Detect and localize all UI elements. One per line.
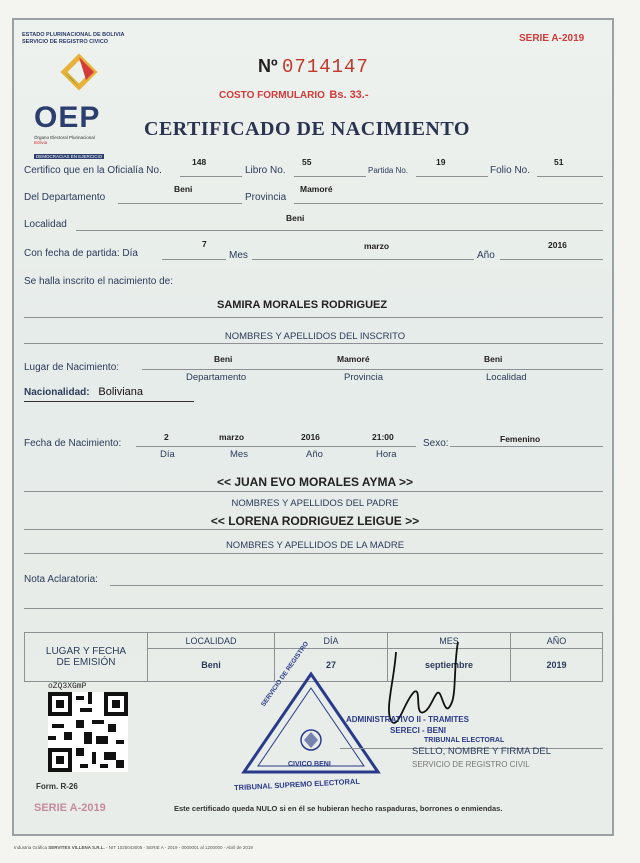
- form-number: Form. R-26: [36, 782, 78, 791]
- logo-emblem-icon: [34, 52, 124, 102]
- firma-caption-2: SERVICIO DE REGISTRO CIVIL: [412, 760, 530, 769]
- col-mes: MES: [388, 633, 511, 649]
- col-dia: DÍA: [275, 633, 388, 649]
- nac-mes-value: marzo: [219, 432, 245, 442]
- madre-name: << LORENA RODRIGUEZ LEIGUE >>: [210, 514, 420, 528]
- qr-code-text: oZQ3XGmP: [48, 682, 87, 691]
- mes-label: Mes: [229, 250, 248, 261]
- inscrito-label: Se halla inscrito el nacimiento de:: [24, 276, 173, 287]
- issuer-line-2: SERVICIO DE REGISTRO CIVICO: [22, 39, 109, 45]
- certificate-number: [258, 56, 369, 78]
- localidad-label: Localidad: [24, 219, 67, 230]
- stamp-mid-text: CIVICO BENI: [288, 761, 331, 768]
- nac-dia-value: 2: [164, 432, 169, 442]
- inscrito-caption: NOMBRES Y APELLIDOS DEL INSCRITO: [224, 331, 406, 342]
- cap-provincia: Provincia: [344, 372, 384, 383]
- libro-value: 55: [302, 157, 312, 167]
- lugar-nacimiento-label: Lugar de Nacimiento:: [24, 362, 120, 373]
- departamento-value: Beni: [174, 184, 193, 194]
- nota-label: Nota Aclaratoria:: [24, 574, 98, 585]
- localidad-value: Beni: [286, 213, 305, 223]
- firma-line-2: SERECI - BENI: [390, 726, 447, 735]
- logo-sub-1: Órgano Electoral Plurinacional: [34, 135, 95, 140]
- number-value: 0714147: [282, 56, 369, 78]
- serie-top: SERIE A-2019: [519, 33, 585, 44]
- lugar-loc-value: Beni: [484, 354, 503, 364]
- emission-mes: septiembre: [388, 649, 511, 682]
- printer-info: [14, 845, 253, 850]
- padre-caption: NOMBRES Y APELLIDOS DEL PADRE: [231, 498, 399, 509]
- cap-dia: Día: [160, 449, 175, 460]
- cost-label: COSTO FORMULARIO: [219, 90, 325, 101]
- fecha-partida-label: Con fecha de partida: Día: [24, 248, 138, 259]
- oep-logo: [34, 52, 124, 162]
- issuer-header: [22, 32, 124, 46]
- fecha-partida-mes: marzo: [364, 241, 390, 251]
- lugar-prov-value: Mamoré: [337, 354, 370, 364]
- lugar-depto-value: Beni: [214, 354, 233, 364]
- departamento-label: Del Departamento: [24, 192, 106, 203]
- madre-caption: NOMBRES Y APELLIDOS DE LA MADRE: [225, 540, 405, 551]
- stamp-bottom-text: TRIBUNAL SUPREMO ELECTORAL: [233, 776, 361, 793]
- inscrito-name: SAMIRA MORALES RODRIGUEZ: [217, 299, 388, 311]
- sexo-label: Sexo:: [423, 438, 449, 449]
- issuer-line-1: ESTADO PLURINACIONAL DE BOLIVIA: [22, 32, 125, 38]
- document-title: CERTIFICADO DE NACIMIENTO: [144, 118, 470, 140]
- emission-label-1: LUGAR Y FECHA: [45, 646, 127, 657]
- oficialia-value: 148: [192, 157, 207, 167]
- folio-label: Folio No.: [490, 165, 531, 176]
- printer-prefix: Industria Gráfica: [14, 845, 48, 850]
- provincia-value: Mamoré: [300, 184, 333, 194]
- provincia-label: Provincia: [245, 192, 287, 203]
- birth-certificate: [12, 18, 614, 836]
- cap-anio: Año: [306, 449, 323, 460]
- nac-hora-value: 21:00: [372, 432, 394, 442]
- cost-value: Bs. 33.-: [329, 89, 369, 101]
- nacionalidad-value: Boliviana: [98, 386, 143, 398]
- form-cost: [219, 85, 369, 103]
- nacionalidad-label: Nacionalidad:: [24, 387, 90, 398]
- sexo-value: Femenino: [500, 434, 541, 444]
- logo-text: OEP: [34, 101, 101, 134]
- firma-caption: SELLO, NOMBRE Y FIRMA DEL: [412, 746, 552, 757]
- col-localidad: LOCALIDAD: [148, 633, 275, 649]
- padre-name: << JUAN EVO MORALES AYMA >>: [216, 475, 414, 489]
- libro-label: Libro No.: [245, 165, 286, 176]
- folio-value: 51: [554, 157, 564, 167]
- firma-line-3: TRIBUNAL ELECTORAL: [424, 737, 505, 744]
- anio-label: Año: [477, 250, 495, 261]
- printer-name: SERVITEX VILLENA S.R.L.: [48, 845, 105, 850]
- printer-suffix: - NIT 1025043005 - SERIE A - 2019 - 0000001 al 1200000 - Abril de 2019: [106, 845, 253, 850]
- cap-departamento: Departamento: [186, 372, 247, 383]
- logo-sub-2: Bolivia: [34, 140, 48, 145]
- emission-anio: 2019: [511, 649, 603, 682]
- emission-label-2: DE EMISIÓN: [56, 657, 116, 668]
- col-anio: AÑO: [511, 633, 603, 649]
- firma-line-1: ADMINISTRATIVO II - TRAMITES: [346, 715, 469, 724]
- emission-label-cell: [25, 633, 148, 682]
- cap-hora: Hora: [376, 449, 397, 460]
- cap-localidad: Localidad: [486, 372, 527, 383]
- nullity-note: Este certificado queda NULO si en él se hubieran hecho raspaduras, borrones o enmiendas.: [174, 804, 503, 813]
- qr-code-icon: [48, 692, 128, 772]
- emission-localidad: Beni: [148, 649, 275, 682]
- emission-dia: 27: [275, 649, 388, 682]
- nac-anio-value: 2016: [301, 432, 320, 442]
- partida-value: 19: [436, 157, 446, 167]
- stamp-top-text: SERVICIO DE REGISTRO: [260, 640, 311, 709]
- partida-label: Partida No.: [368, 166, 409, 175]
- fecha-partida-anio: 2016: [548, 240, 567, 250]
- logo-sub-3: DEMOCRACIAS EN EJERCICIO: [36, 154, 103, 159]
- serie-bottom: SERIE A-2019: [34, 802, 106, 814]
- fecha-partida-dia: 7: [202, 239, 207, 249]
- nacionalidad-row: [24, 386, 143, 398]
- cap-mes: Mes: [230, 449, 248, 460]
- oficialia-label: Certifico que en la Oficialía No.: [24, 165, 162, 176]
- fecha-nacimiento-label: Fecha de Nacimiento:: [24, 438, 122, 449]
- number-label: Nº: [258, 56, 278, 76]
